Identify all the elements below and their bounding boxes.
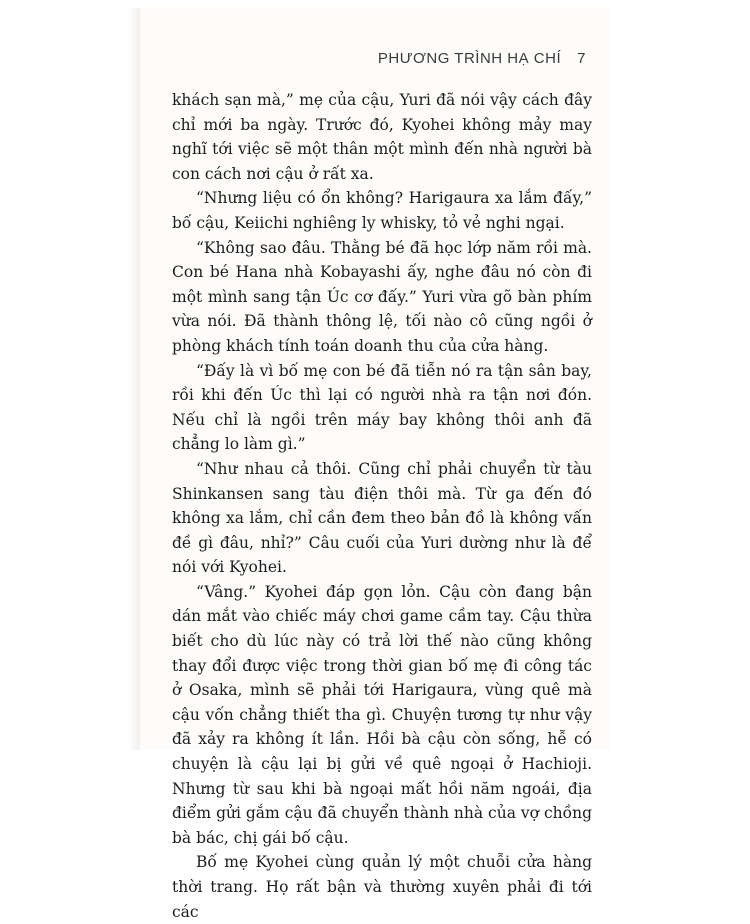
page-number: 7	[577, 50, 586, 67]
paragraph: “Nhưng liệu có ổn không? Harigaura xa lắm đấy,” bố cậu, Keiichi nghiêng ly whisky, tỏ vẻ nghi ngại.	[172, 189, 592, 232]
book-page	[140, 8, 610, 921]
page-gutter-shadow	[128, 8, 140, 750]
paragraph: “Không sao đâu. Thằng bé đã học lớp năm rồi mà. Con bé Hana nhà Kobayashi ấy, nghe đâu nó còn đi một mình sang tận Úc cơ đấy.” Yuri vừa gõ bàn phím vừa nói. Đã thành thông lệ, tối nào cô cũng ngồi ở phòng khách tính toán doanh thu của cửa hàng.	[172, 238, 592, 355]
running-header	[378, 50, 586, 67]
paragraph: khách sạn mà,” mẹ của cậu, Yuri đã nói vậy cách đây chỉ mới ba ngày. Trước đó, Kyohei không mảy may nghĩ tới việc sẽ một thân một mình đến nhà người bà con cách nơi cậu ở rất xa.	[172, 91, 592, 183]
paragraph: “Vâng.” Kyohei đáp gọn lỏn. Cậu còn đang bận dán mắt vào chiếc máy chơi game cầm tay. Cậu thừa biết cho dù lúc này có trả lời thế nào cũng không thay đổi được việc trong thời gian bố mẹ đi công tác ở Osaka, mình sẽ phải tới Harigaura, vùng quê mà cậu vốn chẳng thiết tha gì. Chuyện tương tự như vậy đã xảy ra không ít lần. Hồi bà cậu còn sống, hễ có chuyện là cậu lại bị gửi về quê ngoại ở Hachioji. Nhưng từ sau khi bà ngoại mất hồi năm ngoái, địa điểm gửi gắm cậu đã chuyển thành nhà của vợ chồng bà bác, chị gái bố cậu.	[172, 582, 592, 847]
body-text	[172, 88, 592, 924]
paragraph: Bố mẹ Kyohei cùng quản lý một chuỗi cửa hàng thời trang. Họ rất bận và thường xuyên phải đi tới các	[172, 853, 592, 921]
paragraph: “Như nhau cả thôi. Cũng chỉ phải chuyển từ tàu Shinkansen sang tàu điện thôi mà. Từ ga đến đó không xa lắm, chỉ cần đem theo bản đồ là không vấn đề gì đâu, nhỉ?” Câu cuối của Yuri dường như là để nói với Kyohei.	[172, 459, 592, 577]
paragraph: “Đấy là vì bố mẹ con bé đã tiễn nó ra tận sân bay, rồi khi đến Úc thì lại có người nhà ra tận nơi đón. Nếu chỉ là ngồi trên máy bay không thôi anh đã chẳng lo làm gì.”	[172, 361, 592, 454]
book-title: PHƯƠNG TRÌNH HẠ CHÍ	[377, 50, 562, 67]
